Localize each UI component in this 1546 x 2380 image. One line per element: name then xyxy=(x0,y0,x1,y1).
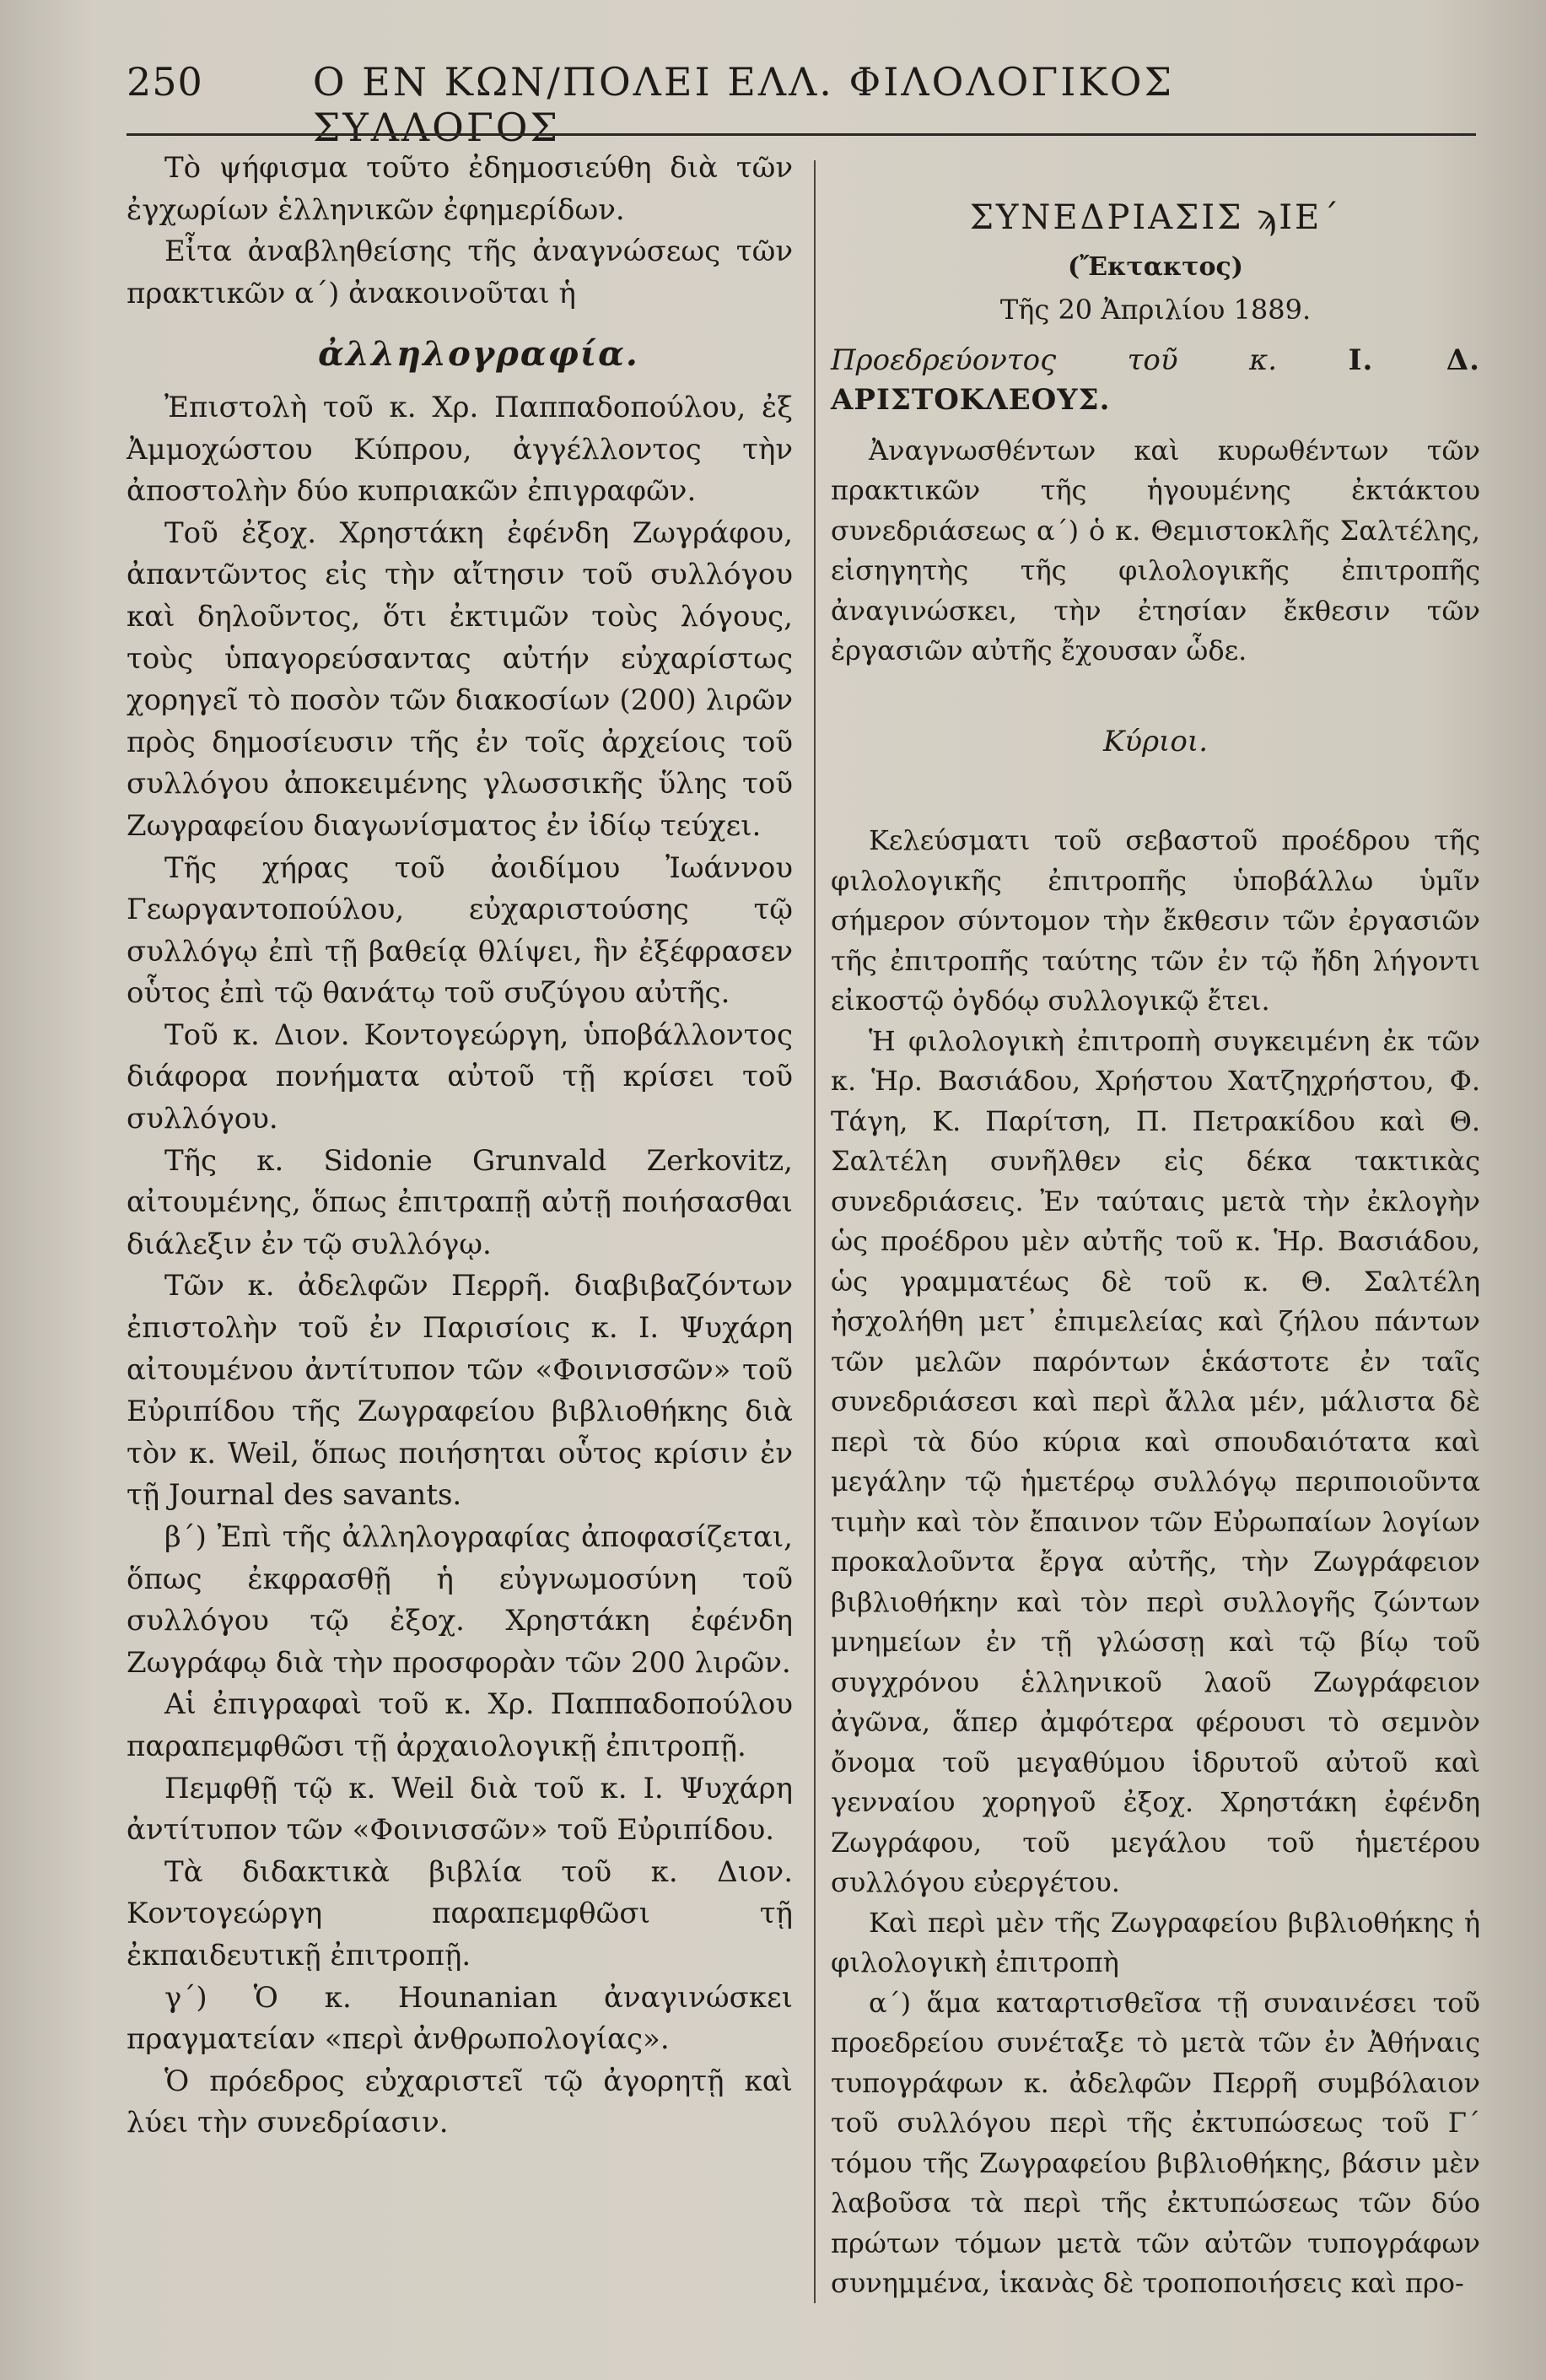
presiding-label: Προεδρεύοντος τοῦ κ. xyxy=(831,343,1278,377)
page-number: 250 xyxy=(127,59,203,105)
paragraph: Εἶτα ἀναβληθείσης τῆς ἀναγνώσεως τῶν πρακτικῶν α΄) ἀνακοινοῦται ἡ xyxy=(127,235,793,310)
paragraph: Τὸ ψήφισμα τοῦτο ἐδημοσιεύθη διὰ τῶν ἐγχωρίων ἑλληνικῶν ἐφημερίδων. xyxy=(127,151,793,227)
paragraph: Τῆς χήρας τοῦ ἀοιδίμου Ἰωάννου Γεωργαντοπούλου, εὐχαριστούσης τῷ συλλόγῳ ἐπὶ τῇ βαθείᾳ θλίψει, ἣν ἐξέφρασεν οὗτος ἐπὶ τῷ θανάτῳ τοῦ συζύγου αὐτῆς. xyxy=(127,850,793,1011)
salutation: Κύριοι. xyxy=(1103,724,1208,758)
column-divider xyxy=(814,160,816,2303)
paragraph: Ἡ φιλολογικὴ ἐπιτροπὴ συγκειμένη ἐκ τῶν κ. Ἡρ. Βασιάδου, Χρήστου Χατζηχρήστου, Φ. Τάγη, Κ. Παρίτση, Π. Πετρακίδου καὶ Θ. Σαλτέλη συνῆλθεν εἰς δέκα τακτικὰς συνεδριάσεις. Ἐν ταύταις μετὰ τὴν ἐκλογὴν ὡς προέδρου μὲν αὐτῆς τοῦ κ. Ἡρ. Βασιάδου, ὡς γραμματέως δὲ τοῦ κ. Θ. Σαλτέλη ἠσχολήθη μετ᾽ ἐπιμελείας καὶ ζήλου πάντων τῶν μελῶν παρόντων ἑκάστοτε ἐν ταῖς συνεδριάσεσι καὶ περὶ ἄλλα μέν, μάλιστα δὲ περὶ τὰ δύο κύρια καὶ σπουδαιότατα καὶ μεγάλην τῷ ἡμετέρῳ συλλόγῳ περιποιοῦντα τιμὴν καὶ τὸν ἔπαινον τῶν Εὐρωπαίων λογίων προκαλοῦντα ἔργα αὐτῆς, τὴν Ζωγράφειον βιβλιοθήκην καὶ τὸν περὶ συλλογῆς ζώντων μνημείων ἐν τῇ γλώσσῃ καὶ τῷ βίῳ τοῦ συγχρόνου ἑλληνικοῦ λαοῦ Ζωγράφειον ἀγῶνα, ἅπερ ἀμφότερα φέρουσι τὸ σεμνὸν ὄνομα τοῦ μεγαθύμου ἱδρυτοῦ αὐτοῦ καὶ γενναίου χορηγοῦ ἐξοχ. Χρηστάκη ἐφένδη Ζωγράφου, τοῦ μεγάλου τοῦ ἡμετέρου συλλόγου εὐεργέτου. xyxy=(831,1024,1480,1898)
paragraph: Τοῦ ἐξοχ. Χρηστάκη ἐφένδη Ζωγράφου, ἀπαντῶντος εἰς τὴν αἴτησιν τοῦ συλλόγου καὶ δηλοῦντος, ὅτι ἐκτιμῶν τοὺς λόγους, τοὺς ὑπαγορεύσαντας αὐτήν εὐχαρίστως χορηγεῖ τὸ ποσὸν τῶν διακοσίων (200) λιρῶν πρὸς δημοσίευσιν τῆς ἐν τοῖς ἀρχείοις τοῦ συλλόγου ἀποκειμένης γλωσσικῆς ὕλης τοῦ Ζωγραφείου διαγωνίσματος ἐν ἰδίῳ τεύχει. xyxy=(127,515,793,843)
paragraph: Καὶ περὶ μὲν τῆς Ζωγραφείου βιβλιοθήκης ἡ φιλολογικὴ ἐπιτροπὴ xyxy=(831,1906,1480,1978)
session-type: (Ἔκτακτος) xyxy=(1068,251,1243,282)
left-column xyxy=(127,148,793,2145)
running-title: Ο ΕΝ ΚΩΝ/ΠΟΛΕΙ ΕΛΛ. ΦΙΛΟΛΟΓΙΚΟΣ ΣΥΛΛΟΓΟΣ xyxy=(312,59,1174,150)
right-column xyxy=(831,148,1480,2304)
session-date: Τῆς 20 Ἀπριλίου 1889. xyxy=(999,294,1312,326)
header-rule xyxy=(127,133,1476,136)
paragraph: Τοῦ κ. Διον. Κοντογεώργη, ὑποβάλλοντος διάφορα πονήματα αὐτοῦ τῇ κρίσει τοῦ συλλόγου. xyxy=(127,1017,793,1136)
paragraph: γ΄) Ὁ κ. Hounanian ἀναγινώσκει πραγματείαν «περὶ ἀνθρωπολογίας». xyxy=(127,1980,793,2057)
paragraph: Τὰ διδακτικὰ βιβλία τοῦ κ. Διον. Κοντογεώργη παραπεμφθῶσι τῇ ἐκπαιδευτικῇ ἐπιτροπῇ. xyxy=(127,1854,793,1973)
running-head xyxy=(127,59,1307,150)
paragraph: Τῆς κ. Sidonie Grunvald Zerkovitz, αἰτουμένης, ὅπως ἐπιτραπῇ αὐτῇ ποιήσασθαι διάλεξιν ἐν τῷ συλλόγῳ. xyxy=(127,1143,793,1261)
paragraph: Πεμφθῇ τῷ κ. Weil διὰ τοῦ κ. Ι. Ψυχάρη ἀντίτυπον τῶν «Φοινισσῶν» τοῦ Εὐριπίδου. xyxy=(127,1771,793,1848)
paragraph: β΄) Ἐπὶ τῆς ἀλληλογραφίας ἀποφασίζεται, ὅπως ἐκφρασθῇ ἡ εὐγνωμοσύνη τοῦ συλλόγου τῷ ἐξοχ. Χρηστάκη ἐφένδη Ζωγράφῳ διὰ τὴν προσφορὰν τῶν 200 λιρῶν. xyxy=(127,1520,793,1680)
presiding-name: Ι. Δ. ΑΡΙΣΤΟΚΛΕΟΥΣ. xyxy=(831,343,1481,417)
paragraph: Ἀναγνωσθέντων καὶ κυρωθέντων τῶν πρακτικῶν τῆς ἡγουμένης ἐκτάκτου συνεδριάσεως α΄) ὁ κ. Θεμιστοκλῆς Σαλτέλης, εἰσηγητὴς τῆς φιλολογικῆς ἐπιτροπῆς ἀναγινώσκει, τὴν ἐτησίαν ἔκθεσιν τῶν ἐργασιῶν αὐτῆς ἔχουσαν ὧδε. xyxy=(831,434,1480,667)
paragraph: α΄) ἅμα καταρτισθεῖσα τῇ συναινέσει τοῦ προεδρείου συνέταξε τὸ μετὰ τῶν ἐν Ἀθήναις τυπογράφων κ. ἀδελφῶν Περρῆ συμβόλαιον τοῦ συλλόγου περὶ τῆς ἐκτυπώσεως τοῦ Γ΄ τόμου τῆς Ζωγραφείου βιβλιοθήκης, βάσιν μὲν λαβοῦσα τὰ περὶ τῆς ἐκτυπώσεως τῶν δύο πρώτων τόμων μετὰ τῶν αὐτῶν τυπογράφων συνημμένα, ἱκανὰς δὲ τροποποιήσεις καὶ προ- xyxy=(831,1986,1480,2299)
paragraph: Αἱ ἐπιγραφαὶ τοῦ κ. Χρ. Παππαδοπούλου παραπεμφθῶσι τῇ ἀρχαιολογικῇ ἐπιτροπῇ. xyxy=(127,1687,793,1763)
presiding-line xyxy=(831,341,1480,421)
section-heading-correspondence: ἀλληλογραφία. xyxy=(318,334,639,375)
paragraph: Ἐπιστολὴ τοῦ κ. Χρ. Παππαδοπούλου, ἐξ Ἀμμοχώστου Κύπρου, ἀγγέλλοντος τὴν ἀποστολὴν δύο κυπριακῶν ἐπιγραφῶν. xyxy=(127,390,793,509)
paragraph: Κελεύσματι τοῦ σεβαστοῦ προέδρου τῆς φιλολογικῆς ἐπιτροπῆς ὑποβάλλω ὑμῖν σήμερον σύντομον τὴν ἔκθεσιν τῶν ἐργασιῶν τῆς ἐπιτροπῆς ταύτης τῶν ἐν τῷ ἤδη λήγοντι εἰκοστῷ ὀγδόῳ συλλογικῷ ἔτει. xyxy=(831,824,1480,1017)
session-title: ΣΥΝΕΔΡΙΑΣΙΣ ϡΙΕ΄ xyxy=(969,198,1342,237)
paragraph: Ὁ πρόεδρος εὐχαριστεῖ τῷ ἀγορητῇ καὶ λύει τὴν συνεδρίασιν. xyxy=(127,2064,793,2140)
paragraph: Τῶν κ. ἀδελφῶν Περρῆ. διαβιβαζόντων ἐπιστολὴν τοῦ ἐν Παρισίοις κ. Ι. Ψυχάρη αἰτουμένου ἀντίτυπον τῶν «Φοινισσῶν» τοῦ Εὐριπίδου τῆς Ζωγραφείου βιβλιοθήκης διὰ τὸν κ. Weil, ὅπως ποιήσηται οὗτος κρίσιν ἐν τῇ Journal des savants. xyxy=(127,1269,793,1513)
